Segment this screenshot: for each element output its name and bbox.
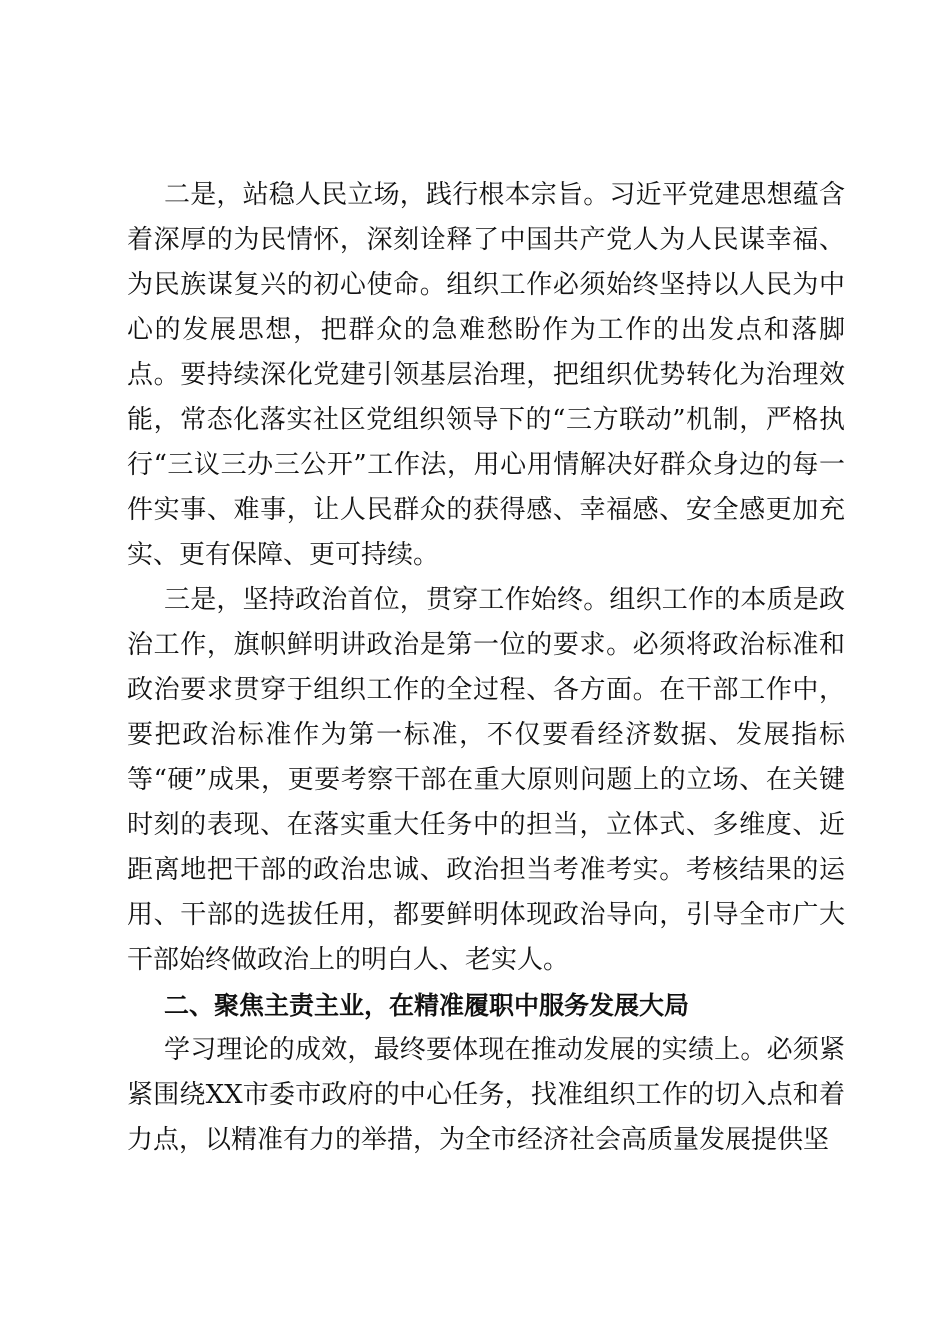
- document-body: [127, 173, 845, 1163]
- section-heading: 二、聚焦主责主业，在精准履职中服务发展大局: [164, 991, 690, 1020]
- paragraph-political-priority: 三是，坚持政治首位，贯穿工作始终。组织工作的本质是政治工作，旗帜鲜明讲政治是第一位的要求。必须将政治标准和政治要求贯穿于组织工作的全过程、各方面。在干部工作中，要把政治标准作为第一标准，不仅要看经济数据、发展指标等“硬”成果，更要考察干部在重大原则问题上的立场、在关键时刻的表现、在落实重大任务中的担当，立体式、多维度、近距离地把干部的政治忠诚、政治担当考准考实。考核结果的运用、干部的选拔任用，都要鲜明体现政治导向，引导全市广大干部始终做政治上的明白人、老实人。: [127, 585, 845, 975]
- paragraph-theory-results: 学习理论的成效，最终要体现在推动发展的实绩上。必须紧紧围绕XX市委市政府的中心任务，找准组织工作的切入点和着力点，以精准有力的举措，为全市经济社会高质量发展提供坚: [127, 1035, 845, 1155]
- paragraph-people-stance: 二是，站稳人民立场，践行根本宗旨。习近平党建思想蕴含着深厚的为民情怀，深刻诠释了中国共产党人为人民谋幸福、为民族谋复兴的初心使命。组织工作必须始终坚持以人民为中心的发展思想，把群众的急难愁盼作为工作的出发点和落脚点。要持续深化党建引领基层治理，把组织优势转化为治理效能，常态化落实社区党组织领导下的“三方联动”机制，严格执行“三议三办三公开”工作法，用心用情解决好群众身边的每一件实事、难事，让人民群众的获得感、幸福感、安全感更加充实、更有保障、更可持续。: [127, 180, 845, 570]
